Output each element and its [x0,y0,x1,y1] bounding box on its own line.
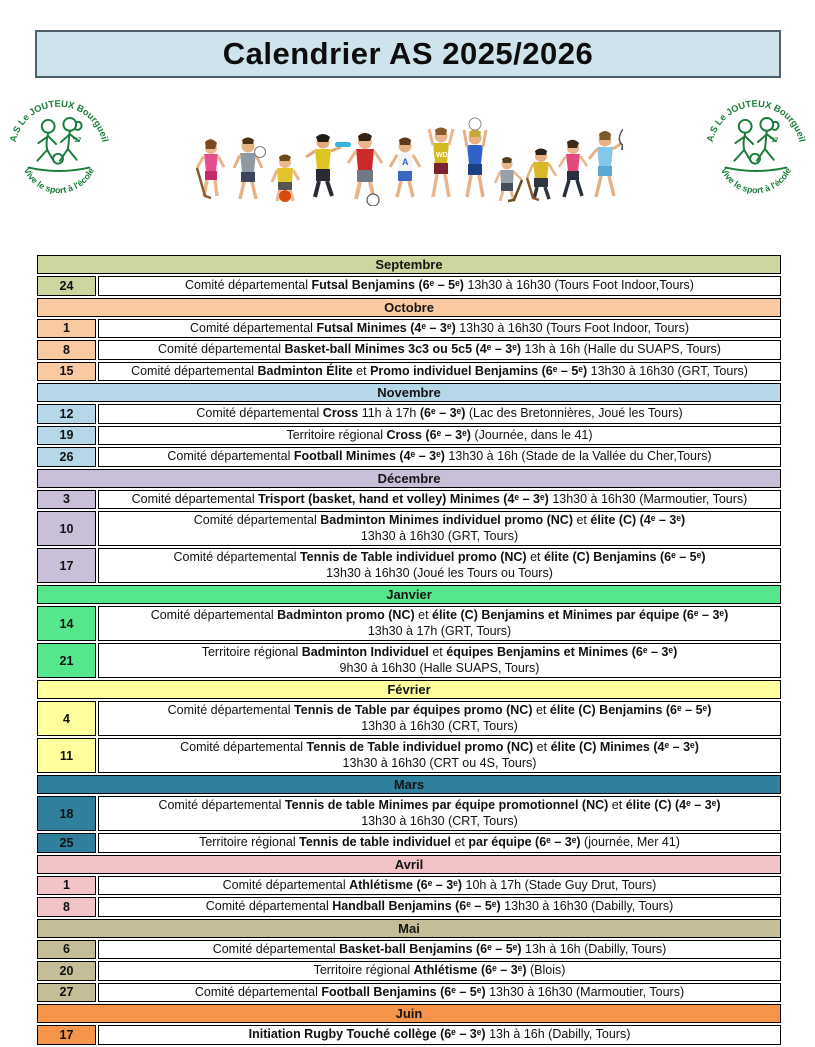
event-text-bold: Cross (6ᵉ – 3ᵉ) [386,427,471,442]
event-line [101,814,778,830]
date-cell: 3 [37,490,96,510]
date-cell: 4 [37,701,96,736]
event-cell [98,447,781,467]
event-text-bold: Badminton Élite [257,363,353,378]
event-line [101,608,778,624]
date-cell: 18 [37,796,96,831]
date-cell: 20 [37,961,96,981]
month-header: Mars [37,775,781,794]
event-text: 13h30 à 16h30 (CRT, Tours) [361,813,518,828]
month-header: Avril [37,855,781,874]
logo-top-text: A.S Le JOUTEUX Bourgueil [7,98,111,144]
event-text: Comité départemental [222,877,350,892]
logo-bottom-text: Vive le sport à l'école [718,166,794,196]
event-line [101,835,778,851]
event-text-bold: Football Benjamins (6ᵉ – 5ᵉ) [321,984,486,999]
event-text-bold: élite (C) Benjamins et Minimes par équipe (6ᵉ – 3ᵉ) [432,608,729,622]
event-text: Comité départemental [131,491,259,506]
event-text-bold: Initiation Rugby Touché collège (6ᵉ – 3ᵉ) [248,1027,486,1041]
event-line [101,1027,778,1043]
date-cell: 10 [37,511,96,546]
event-text: 13h30 à 16h30 (CRT ou 4S, Tours) [342,755,537,770]
date-cell: 26 [37,447,96,467]
date-cell: 1 [37,319,96,339]
kid-figure [527,149,556,201]
event-line [101,428,778,444]
event-text-bold: (6ᵉ – 3ᵉ) [419,406,466,420]
month-header: Novembre [37,383,781,402]
event-text: Territoire régional [313,963,414,977]
month-header: Septembre [37,255,781,274]
event-line [101,985,778,1001]
event-cell [98,961,781,981]
event-text: Comité départemental [205,899,333,913]
kid-figure [390,138,420,198]
event-cell [98,404,781,424]
event-text-bold: Cross [322,406,359,420]
club-logo-left [5,90,113,198]
date-cell: 12 [37,404,96,424]
event-text-bold: Tennis de Table individuel promo (NC) [299,550,527,564]
event-cell [98,1025,781,1045]
event-text: Comité départemental [167,703,295,717]
event-text: Territoire régional [286,427,387,442]
event-text-bold: Handball Benjamins (6ᵉ – 5ᵉ) [332,899,501,913]
event-text-bold: Basket-ball Minimes 3c3 ou 5c5 (4ᵉ – 3ᵉ) [284,342,522,356]
event-line [101,364,778,380]
event-line [101,798,778,814]
event-cell [98,940,781,960]
event-text-bold: par équipe (6ᵉ – 3ᵉ) [468,835,581,849]
event-line [101,321,778,337]
event-text: Comité départemental [189,320,317,335]
event-text: et [352,363,371,378]
event-text: 13h30 à 16h30 (Tours Foot Indoor,Tours) [463,278,694,292]
kid-figure [559,140,587,197]
event-text: 13h30 à 16h30 (CRT, Tours) [361,718,518,733]
event-text: (Lac des Bretonnières, Joué les Tours) [465,406,683,420]
event-cell [98,796,781,831]
event-text-bold: Tennis de table individuel [299,835,451,849]
date-cell: 1 [37,876,96,896]
event-text-bold: Trisport (basket, hand et volley) Minimes (4ᵉ – 3ᵉ) [258,491,549,506]
kid-figure [464,118,486,197]
date-cell: 21 [37,643,96,678]
event-text: 13h30 à 16h30 (GRT, Tours) [360,528,519,543]
event-line [101,878,778,894]
month-header: Décembre [37,469,781,488]
event-text: (Blois) [526,963,566,977]
event-text: 13h à 16h (Dabilly, Tours) [485,1027,631,1041]
kid-figure [272,155,299,203]
event-line [101,566,778,582]
date-cell: 11 [37,738,96,773]
event-text: 13h30 à 16h30 (Joué les Tours ou Tours) [326,565,553,580]
event-cell [98,362,781,382]
event-text: (journée, Mer 41) [580,835,680,849]
jersey-number: '37 [72,137,82,145]
event-line [101,703,778,719]
event-cell [98,276,781,296]
event-text: Comité départemental [180,740,307,754]
svg-text:A: A [401,157,408,167]
page-title: Calendrier AS 2025/2026 [222,36,594,71]
date-cell: 6 [37,940,96,960]
event-cell [98,701,781,736]
event-cell [98,983,781,1003]
logo-top-text: A.S Le JOUTEUX Bourgueil [704,98,808,144]
event-text-bold: Futsal Minimes (4ᵉ – 3ᵉ) [316,320,456,335]
event-line [101,899,778,915]
event-line [101,406,778,422]
event-text-bold: Badminton Individuel [301,645,429,659]
kid-figure [234,138,266,200]
event-text: Comité départemental [167,449,294,463]
date-cell: 8 [37,897,96,917]
event-line [101,661,778,677]
event-text-bold: élite (C) Minimes (4ᵉ – 3ᵉ) [550,740,699,754]
event-text-bold: élite (C) Benjamins (6ᵉ – 5ᵉ) [549,703,712,717]
date-cell: 8 [37,340,96,360]
event-text: Comité départemental [158,342,285,356]
event-text: et [532,703,550,717]
event-text-bold: équipes Benjamins et Minimes (6ᵉ – 3ᵉ) [446,645,678,659]
event-text: 13h30 à 16h (Stade de la Vallée du Cher,Tours) [444,449,712,463]
event-text: Comité départemental [158,798,285,812]
event-text: 10h à 17h (Stade Guy Drut, Tours) [462,877,657,892]
event-cell [98,876,781,896]
event-text: Comité départemental [196,406,323,420]
event-line [101,492,778,508]
event-text: 13h30 à 16h30 (Marmoutier, Tours) [548,491,748,506]
event-text: et [573,513,591,527]
month-header: Juin [37,1004,781,1023]
event-text-bold: Badminton promo (NC) [277,608,415,622]
kid-figure [589,124,623,197]
event-cell [98,490,781,510]
event-text: Comité départemental [131,363,258,378]
month-header: Janvier [37,585,781,604]
date-cell: 27 [37,983,96,1003]
event-text: 13h30 à 16h30 (Tours Foot Indoor, Tours) [455,320,689,335]
event-line [101,550,778,566]
event-text-bold: Tennis de Table par équipes promo (NC) [294,703,533,717]
event-text: 11h à 17h [358,406,420,420]
event-text: et [526,550,544,564]
event-text-bold: Athlétisme (6ᵉ – 3ᵉ) [349,877,463,892]
event-line [101,529,778,545]
event-text: et [608,798,626,812]
event-text-bold: Badminton Minimes individuel promo (NC) [320,513,573,527]
event-text: 13h30 à 16h30 (Marmoutier, Tours) [485,984,685,999]
event-text-bold: Promo individuel Benjamins (6ᵉ – 5ᵉ) [370,363,588,378]
running-children-drawing [29,118,90,171]
kid-figure [429,128,453,198]
event-line [101,342,778,358]
event-cell [98,319,781,339]
event-text: Comité départemental [185,278,312,292]
date-cell: 15 [37,362,96,382]
event-cell [98,426,781,446]
event-cell [98,833,781,853]
title-banner [35,30,781,78]
event-text: 13h30 à 16h30 (Dabilly, Tours) [500,899,674,913]
date-cell: 17 [37,548,96,583]
kid-figure [197,139,224,198]
children-sports-collage [193,116,623,206]
month-header: Mai [37,919,781,938]
event-text: et [450,835,469,849]
date-cell: 17 [37,1025,96,1045]
month-header: Octobre [37,298,781,317]
event-text: et [533,740,551,754]
event-line [101,624,778,640]
event-line [101,645,778,661]
event-line [101,278,778,294]
logo-bottom-text: Vive le sport à l'école [21,166,97,196]
event-text-bold: Futsal Benjamins (6ᵉ – 5ᵉ) [311,278,464,292]
event-line [101,719,778,735]
date-cell: 19 [37,426,96,446]
event-line [101,942,778,958]
event-text: et [414,608,433,622]
kid-figure [306,134,351,197]
event-cell [98,511,781,546]
event-cell [98,897,781,917]
event-text-bold: Football Minimes (4ᵉ – 3ᵉ) [293,449,445,463]
event-text-bold: élite (C) (4ᵉ – 3ᵉ) [590,513,686,527]
event-text: Comité départemental [193,513,321,527]
event-line [101,513,778,529]
event-line [101,963,778,979]
event-text: 13h30 à 17h (GRT, Tours) [367,623,512,638]
event-cell [98,643,781,678]
month-header: Février [37,680,781,699]
svg-text:WD: WD [435,152,448,159]
event-line [101,740,778,756]
event-text: Comité départemental [194,984,322,999]
kid-figure [495,157,522,201]
event-text: 13h à 16h (Dabilly, Tours) [521,941,667,956]
event-text: Territoire régional [201,645,302,659]
event-cell [98,340,781,360]
event-line [101,449,778,465]
event-cell [98,738,781,773]
event-text-bold: élite (C) Benjamins (6ᵉ – 5ᵉ) [543,550,706,564]
event-text: Comité départemental [173,550,300,564]
event-text-bold: Athlétisme (6ᵉ – 3ᵉ) [413,963,527,977]
event-text-bold: Basket-ball Benjamins (6ᵉ – 5ᵉ) [339,941,522,956]
jersey-number: '37 [769,137,779,145]
event-text: et [428,645,447,659]
date-cell: 25 [37,833,96,853]
calendar-table [35,253,783,1047]
running-children-drawing [726,118,787,171]
event-text: 9h30 à 16h30 (Halle SUAPS, Tours) [339,660,540,675]
event-text-bold: élite (C) (4ᵉ – 3ᵉ) [625,798,721,812]
club-logo-right [702,90,810,198]
event-text-bold: Tennis de Table individuel promo (NC) [306,740,534,754]
event-line [101,756,778,772]
date-cell: 24 [37,276,96,296]
event-text: 13h30 à 16h30 (GRT, Tours) [587,363,748,378]
event-cell [98,548,781,583]
event-cell [98,606,781,641]
kid-figure [348,133,382,206]
event-text: (Journée, dans le 41) [470,427,593,442]
event-text-bold: Tennis de table Minimes par équipe promotionnel (NC) [284,798,609,812]
event-text: Comité départemental [150,608,278,622]
event-text: Comité départemental [212,941,340,956]
date-cell: 14 [37,606,96,641]
event-text: Territoire régional [199,835,300,849]
event-text: 13h à 16h (Halle du SUAPS, Tours) [521,342,721,356]
